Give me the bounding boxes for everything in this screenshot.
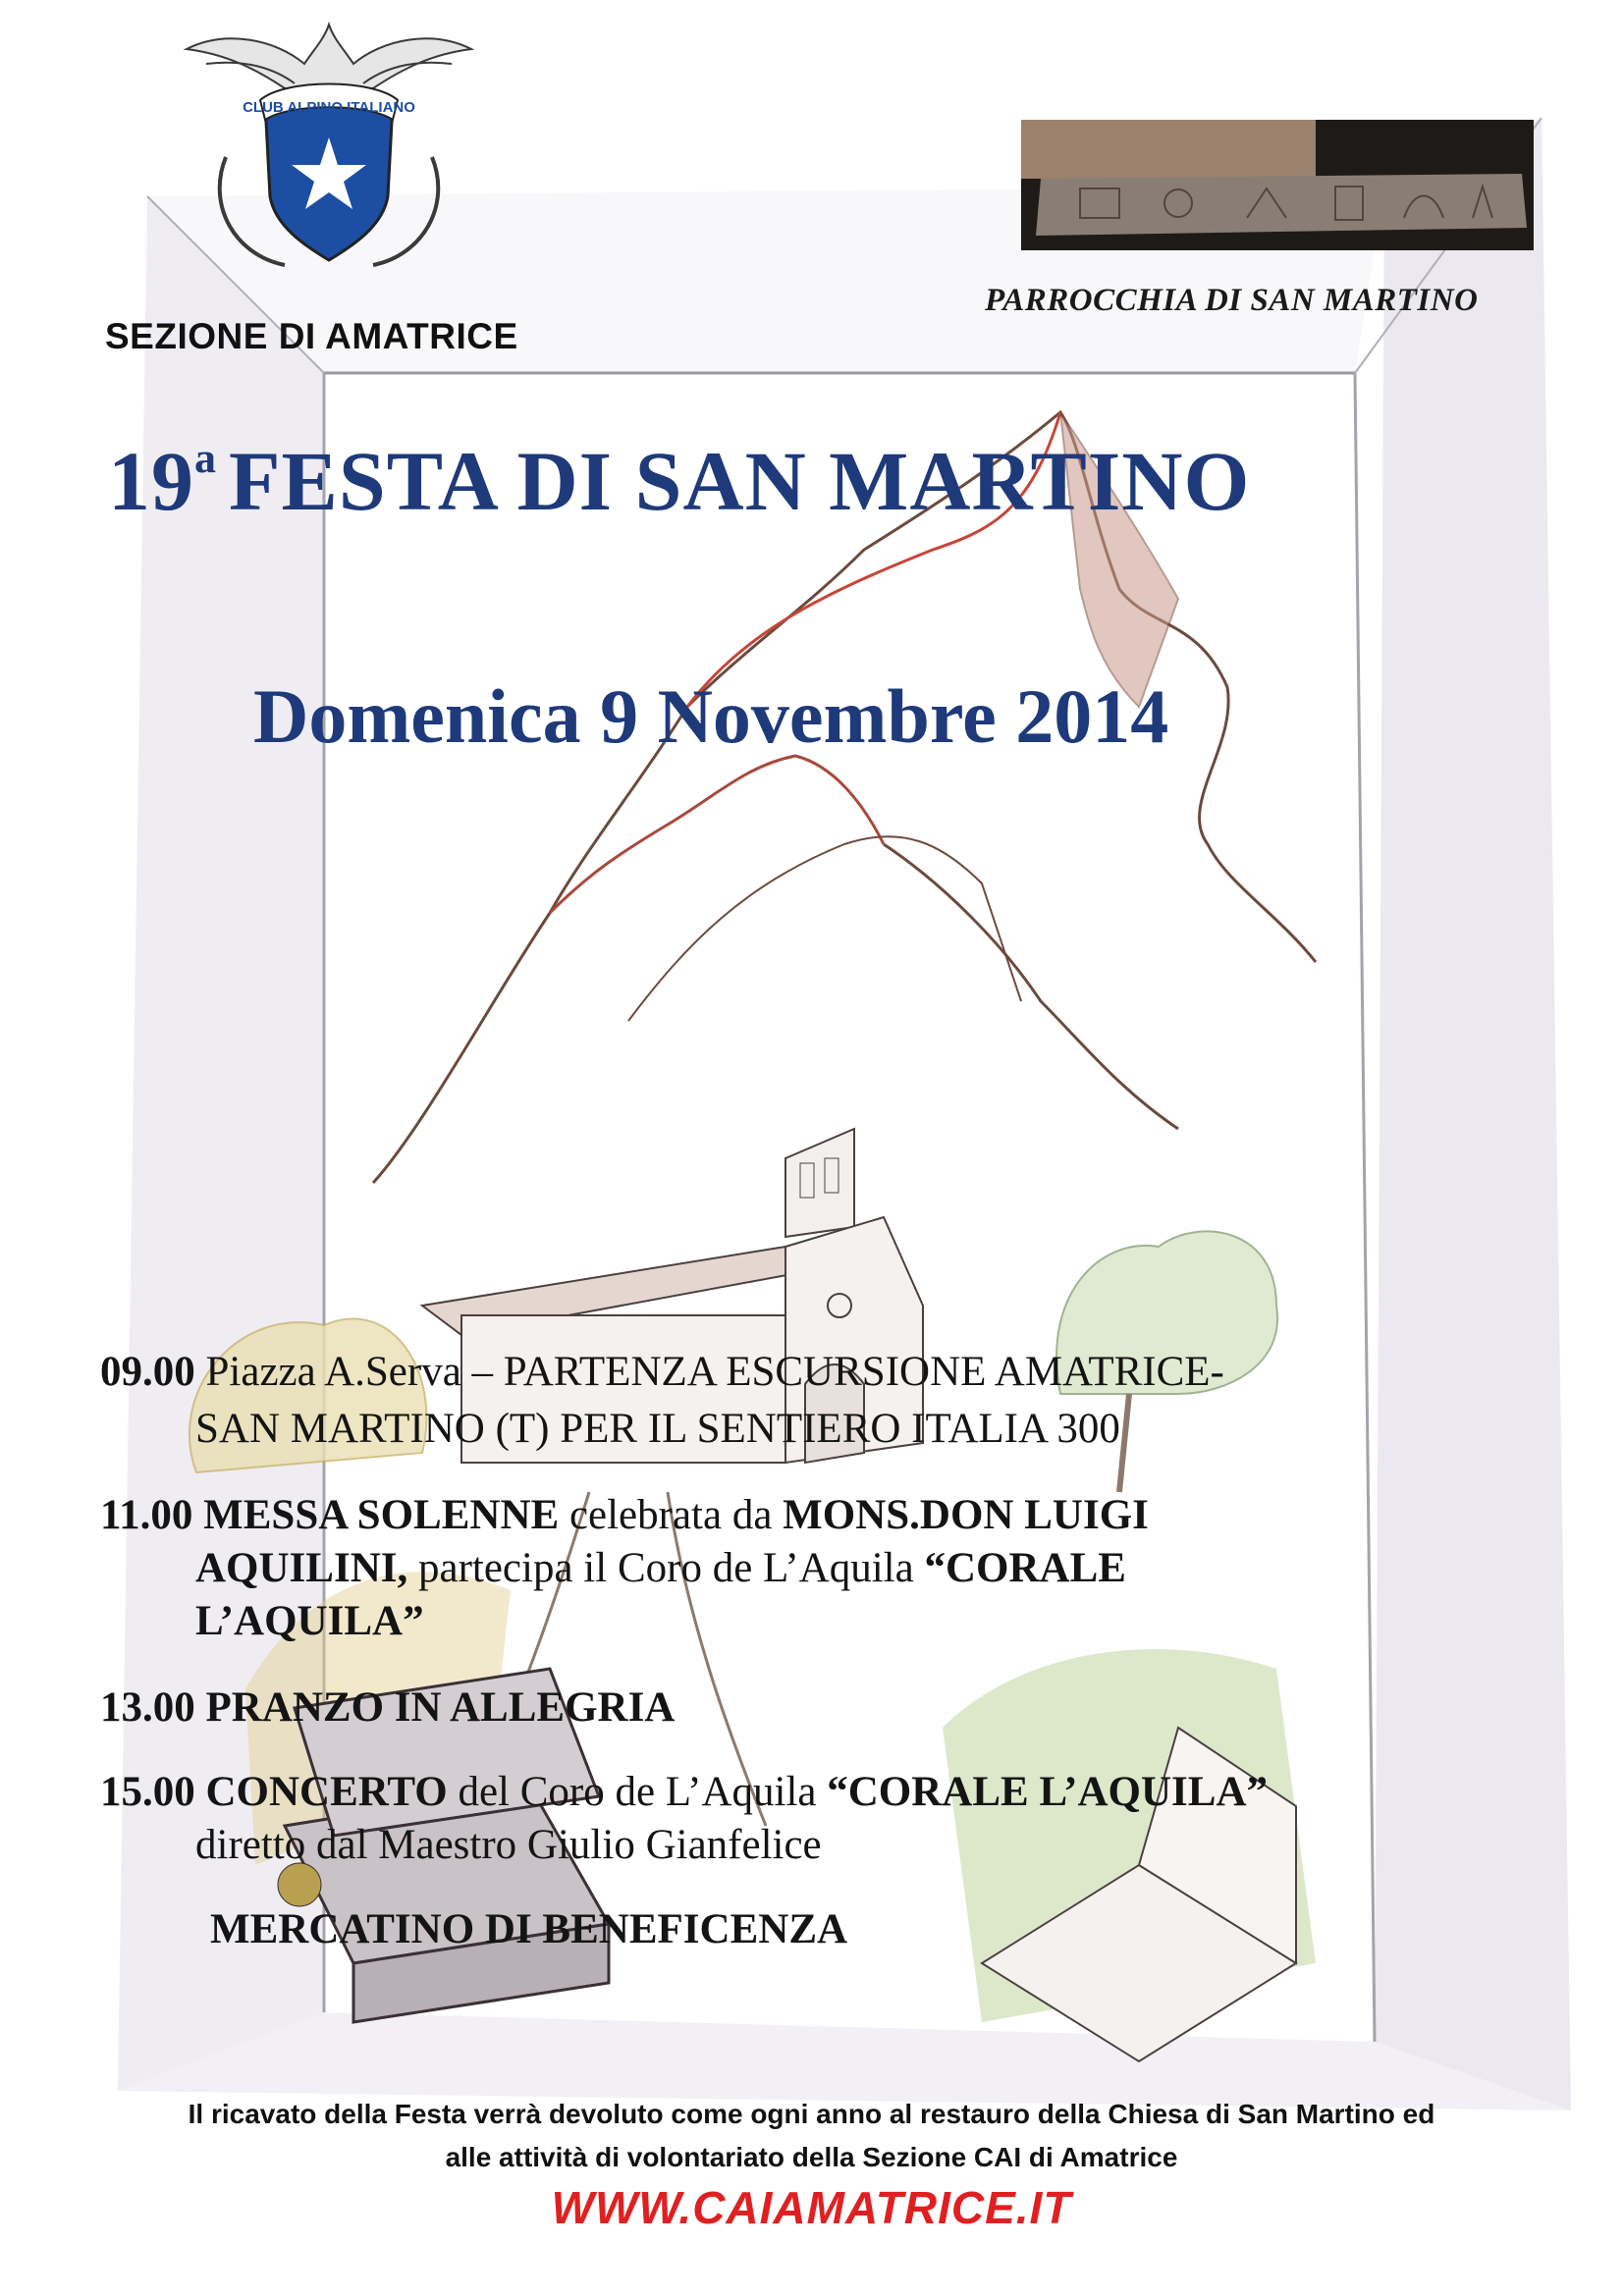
section-name: SEZIONE DI AMATRICE bbox=[105, 316, 518, 356]
program-text-bold: “CORALE L’AQUILA” bbox=[827, 1769, 1269, 1815]
program-item-continued bbox=[195, 1594, 424, 1649]
program-text-bold: PRANZO IN ALLEGRIA bbox=[205, 1684, 676, 1731]
program-item bbox=[100, 1765, 1268, 1820]
parish-photo bbox=[1021, 120, 1534, 250]
program-time: 15.00 bbox=[100, 1769, 195, 1815]
charity-market: MERCATINO DI BENEFICENZA bbox=[210, 1906, 848, 1952]
cai-logo-text: CLUB ALPINO ITALIANO bbox=[243, 99, 415, 116]
parish-name: PARROCCHIA DI SAN MARTINO bbox=[985, 283, 1479, 318]
program-time: 09.00 bbox=[100, 1349, 195, 1395]
program-text: SAN MARTINO (T) PER IL SENTIERO ITALIA 300 bbox=[195, 1406, 1120, 1452]
website-link[interactable]: WWW.CAIAMATRICE.IT bbox=[551, 2182, 1072, 2233]
program-text: del Coro de L’Aquila bbox=[458, 1769, 817, 1815]
footer-note-line: Il ricavato della Festa verrà devoluto come ogni anno al restauro della Chiesa di San Martino ed bbox=[188, 2099, 1435, 2129]
program-item bbox=[100, 1488, 1149, 1543]
program-text: partecipa il Coro de L’Aquila bbox=[418, 1545, 914, 1591]
program-item-continued bbox=[195, 1541, 1126, 1596]
event-date: Domenica 9 Novembre 2014 bbox=[253, 673, 1169, 759]
program-text-bold: CONCERTO bbox=[205, 1769, 448, 1815]
title-ordinal-suffix: a bbox=[194, 434, 217, 482]
program-text-bold: L’AQUILA” bbox=[195, 1598, 424, 1644]
program-text: celebrata da bbox=[568, 1492, 773, 1538]
event-title bbox=[108, 432, 1551, 530]
program-text-bold: MESSA SOLENNE bbox=[203, 1492, 560, 1538]
cai-eagle-logo bbox=[167, 10, 491, 290]
title-ordinal: 19 bbox=[108, 434, 194, 528]
program-item-continued bbox=[195, 1818, 822, 1873]
program-text: Piazza A.Serva – PARTENZA ESCURSIONE AMATRICE- bbox=[205, 1349, 1224, 1395]
program-item bbox=[100, 1681, 675, 1735]
program-text-bold: “CORALE bbox=[924, 1545, 1126, 1591]
program-time: 11.00 bbox=[100, 1492, 193, 1538]
program-text: diretto dal Maestro Giulio Gianfelice bbox=[195, 1822, 822, 1868]
program-text-bold: AQUILINI, bbox=[195, 1545, 408, 1591]
program-time: 13.00 bbox=[100, 1684, 195, 1731]
footer-note bbox=[0, 2093, 1623, 2179]
program-text-bold: MONS.DON LUIGI bbox=[783, 1492, 1149, 1538]
program-item bbox=[100, 1345, 1224, 1400]
footer-note-line: alle attività di volontariato della Sezione CAI di Amatrice bbox=[445, 2142, 1178, 2172]
title-text: FESTA DI SAN MARTINO bbox=[229, 434, 1251, 528]
program-item-continued bbox=[195, 1402, 1120, 1457]
